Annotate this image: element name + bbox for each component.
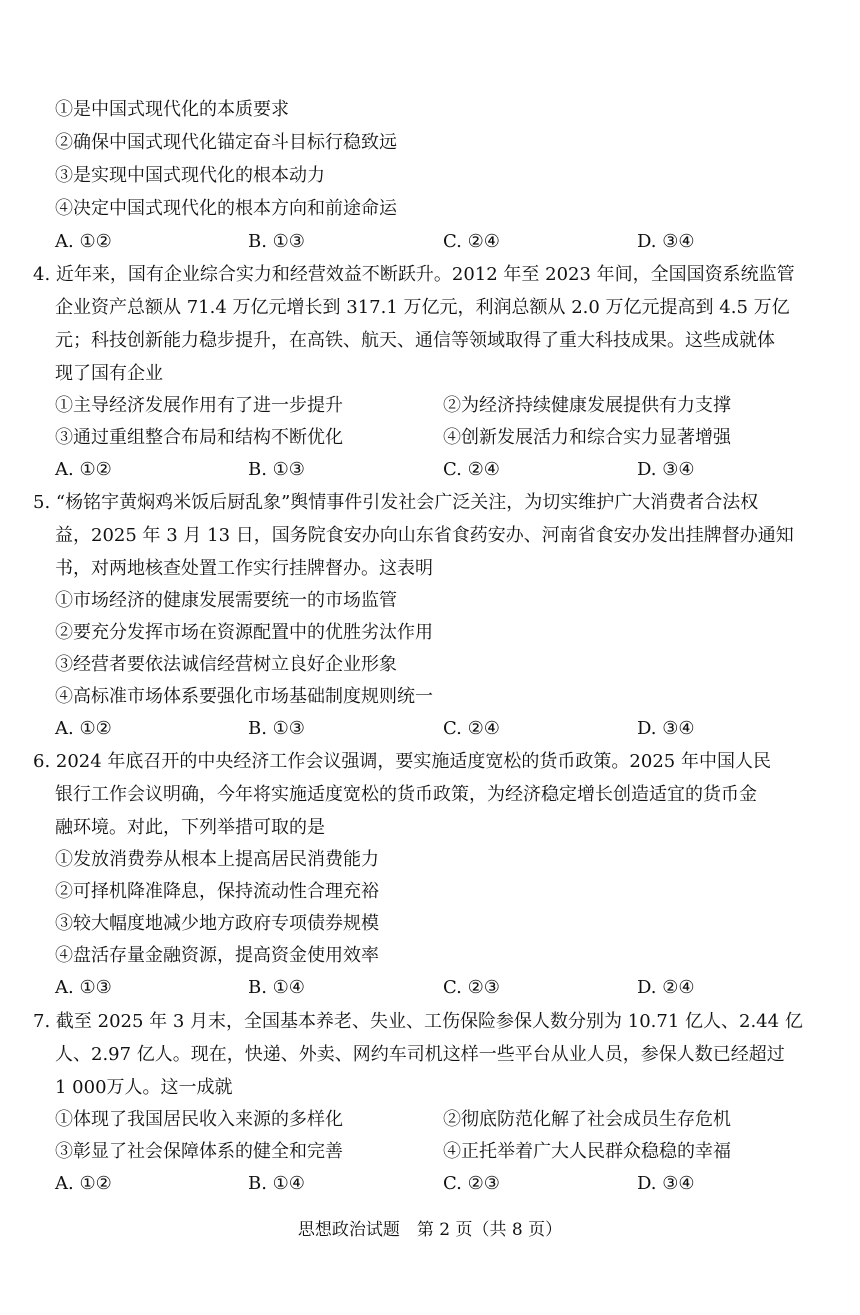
- q5-stem-line-3: 书，对两地核查处置工作实行挂牌督办。这表明: [55, 558, 433, 579]
- q4-option-b: B. ①③: [248, 459, 305, 480]
- q5-option-a: A. ①②: [55, 718, 112, 739]
- q4-option-c: C. ②④: [443, 459, 500, 480]
- q7-stem-line-3: 1 000万人。这一成就: [55, 1077, 233, 1098]
- q3-statement-3: ③是实现中国式现代化的根本动力: [55, 165, 325, 186]
- q3-option-d: D. ③④: [637, 231, 695, 252]
- q5-option-b: B. ①③: [248, 718, 305, 739]
- q4-statement-2: ②为经济持续健康发展提供有力支撑: [443, 395, 731, 416]
- q6-option-a: A. ①③: [55, 977, 112, 998]
- q6-option-d: D. ②④: [637, 977, 695, 998]
- q4-statement-3: ③通过重组整合布局和结构不断优化: [55, 427, 343, 448]
- q4-statement-4: ④创新发展活力和综合实力显著增强: [443, 427, 731, 448]
- q7-statement-2: ②彻底防范化解了社会成员生存危机: [443, 1109, 731, 1130]
- q7-statement-3: ③彰显了社会保障体系的健全和完善: [55, 1141, 343, 1162]
- q6-statement-3: ③较大幅度地减少地方政府专项债券规模: [55, 913, 379, 934]
- q5-option-d: D. ③④: [637, 718, 695, 739]
- q4-stem-line-2: 企业资产总额从 71.4 万亿元增长到 317.1 万亿元，利润总额从 2.0 万亿元提高到 4.5 万亿: [55, 297, 790, 318]
- q4-stem-line-3: 元；科技创新能力稳步提升，在高铁、航天、通信等领域取得了重大科技成果。这些成就体: [55, 330, 775, 351]
- q5-statement-2: ②要充分发挥市场在资源配置中的优胜劣汰作用: [55, 622, 433, 643]
- q6-statement-4: ④盘活存量金融资源，提高资金使用效率: [55, 945, 379, 966]
- q3-statement-1: ①是中国式现代化的本质要求: [55, 99, 289, 120]
- q3-statement-2: ②确保中国式现代化锚定奋斗目标行稳致远: [55, 132, 397, 153]
- q7-option-a: A. ①②: [55, 1173, 112, 1194]
- q6-stem-line-1: 6. 2024 年底召开的中央经济工作会议强调，要实施适度宽松的货币政策。2025 年中国人民: [33, 751, 771, 772]
- q4-stem-line-1: 4. 近年来，国有企业综合实力和经营效益不断跃升。2012 年至 2023 年间，全国国资系统监管: [33, 264, 795, 285]
- q6-stem-line-3: 融环境。对此，下列举措可取的是: [55, 817, 325, 838]
- q4-statement-1: ①主导经济发展作用有了进一步提升: [55, 395, 343, 416]
- q3-option-b: B. ①③: [248, 231, 305, 252]
- q7-stem-line-2: 人、2.97 亿人。现在，快递、外卖、网约车司机这样一些平台从业人员，参保人数已经超过: [55, 1044, 785, 1065]
- q7-option-c: C. ②③: [443, 1173, 500, 1194]
- q3-statement-4: ④决定中国式现代化的根本方向和前途命运: [55, 198, 397, 219]
- q4-option-a: A. ①②: [55, 459, 112, 480]
- q5-option-c: C. ②④: [443, 718, 500, 739]
- q5-stem-line-2: 益，2025 年 3 月 13 日，国务院食安办向山东省食药安办、河南省食安办发出挂牌督办通知: [55, 525, 794, 546]
- q3-option-c: C. ②④: [443, 231, 500, 252]
- q7-statement-4: ④正托举着广大人民群众稳稳的幸福: [443, 1141, 731, 1162]
- q7-option-b: B. ①④: [248, 1173, 305, 1194]
- q4-option-d: D. ③④: [637, 459, 695, 480]
- q5-statement-1: ①市场经济的健康发展需要统一的市场监管: [55, 590, 397, 611]
- q6-option-b: B. ①④: [248, 977, 305, 998]
- page-footer: 思想政治试题 第 2 页（共 8 页）: [297, 1220, 563, 1240]
- q5-statement-4: ④高标准市场体系要强化市场基础制度规则统一: [55, 686, 433, 707]
- q7-statement-1: ①体现了我国居民收入来源的多样化: [55, 1109, 343, 1130]
- q4-stem-line-4: 现了国有企业: [55, 363, 163, 384]
- q6-statement-2: ②可择机降准降息，保持流动性合理充裕: [55, 881, 379, 902]
- q7-option-d: D. ③④: [637, 1173, 695, 1194]
- q6-option-c: C. ②③: [443, 977, 500, 998]
- q5-stem-line-1: 5. “杨铭宇黄焖鸡米饭后厨乱象”舆情事件引发社会广泛关注，为切实维护广大消费者合法权: [33, 492, 759, 513]
- q7-stem-line-1: 7. 截至 2025 年 3 月末，全国基本养老、失业、工伤保险参保人数分别为 10.71 亿人、2.44 亿: [33, 1011, 803, 1032]
- q3-option-a: A. ①②: [55, 231, 112, 252]
- q6-stem-line-2: 银行工作会议明确，今年将实施适度宽松的货币政策，为经济稳定增长创造适宜的货币金: [55, 784, 757, 805]
- q6-statement-1: ①发放消费券从根本上提高居民消费能力: [55, 849, 379, 870]
- q5-statement-3: ③经营者要依法诚信经营树立良好企业形象: [55, 654, 397, 675]
